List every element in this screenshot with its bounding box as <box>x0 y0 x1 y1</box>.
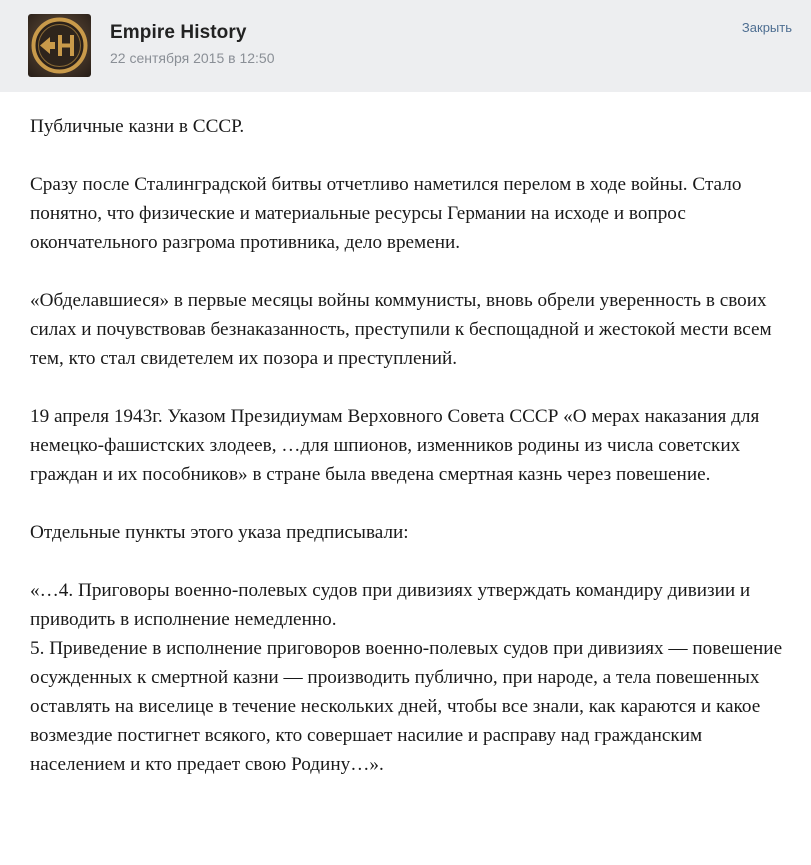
post-paragraph: Сразу после Сталинградской битвы отчетливо наметился перелом в ходе войны. Стало понятно, что физические и материальные ресурсы Германии на исходе и вопрос окончательного разгрома противника, дело времени. <box>30 174 742 253</box>
quote-item-5: 5. Приведение в исполнение приговоров военно-полевых судов при дивизиях — повешение осужденных к смертной казни — производить публично, при народе, а тела повешенных оставлять на виселице в течение нескольких дней, чтобы все знали, как караются и какое возмездие постигнет всякого, кто совершает насилие и расправу над гражданским населением и кто предает свою Родину…». <box>30 638 783 775</box>
close-button[interactable]: Закрыть <box>741 20 792 35</box>
post-title: Публичные казни в СССР. <box>30 116 245 137</box>
avatar[interactable] <box>28 14 91 77</box>
post-text <box>30 112 800 779</box>
post-paragraph: Отдельные пункты этого указа предписывали: <box>30 522 409 543</box>
post-paragraph: 19 апреля 1943г. Указом Президиумам Верховного Совета СССР «О мерах наказания для немецко-фашистских злодеев, …для шпионов, изменников родины из числа советских граждан и их пособников» в стране была введена смертная казнь через повешение. <box>30 406 760 485</box>
quote-item-4: «…4. Приговоры военно-полевых судов при дивизиях утверждать командиру дивизии и приводить в исполнение немедленно. <box>30 580 751 630</box>
empire-history-logo-icon <box>28 14 91 77</box>
post-header <box>0 0 811 92</box>
post-date[interactable]: 22 сентября 2015 в 12:50 <box>110 50 275 66</box>
post-paragraph: «Обделавшиеся» в первые месяцы войны коммунисты, вновь обрели уверенность в своих силах и почувствовав безнаказанность, преступили к беспощадной и жестокой мести всем тем, кто стал свидетелем их позора и преступлений. <box>30 290 772 369</box>
group-name[interactable]: Empire History <box>110 22 247 43</box>
